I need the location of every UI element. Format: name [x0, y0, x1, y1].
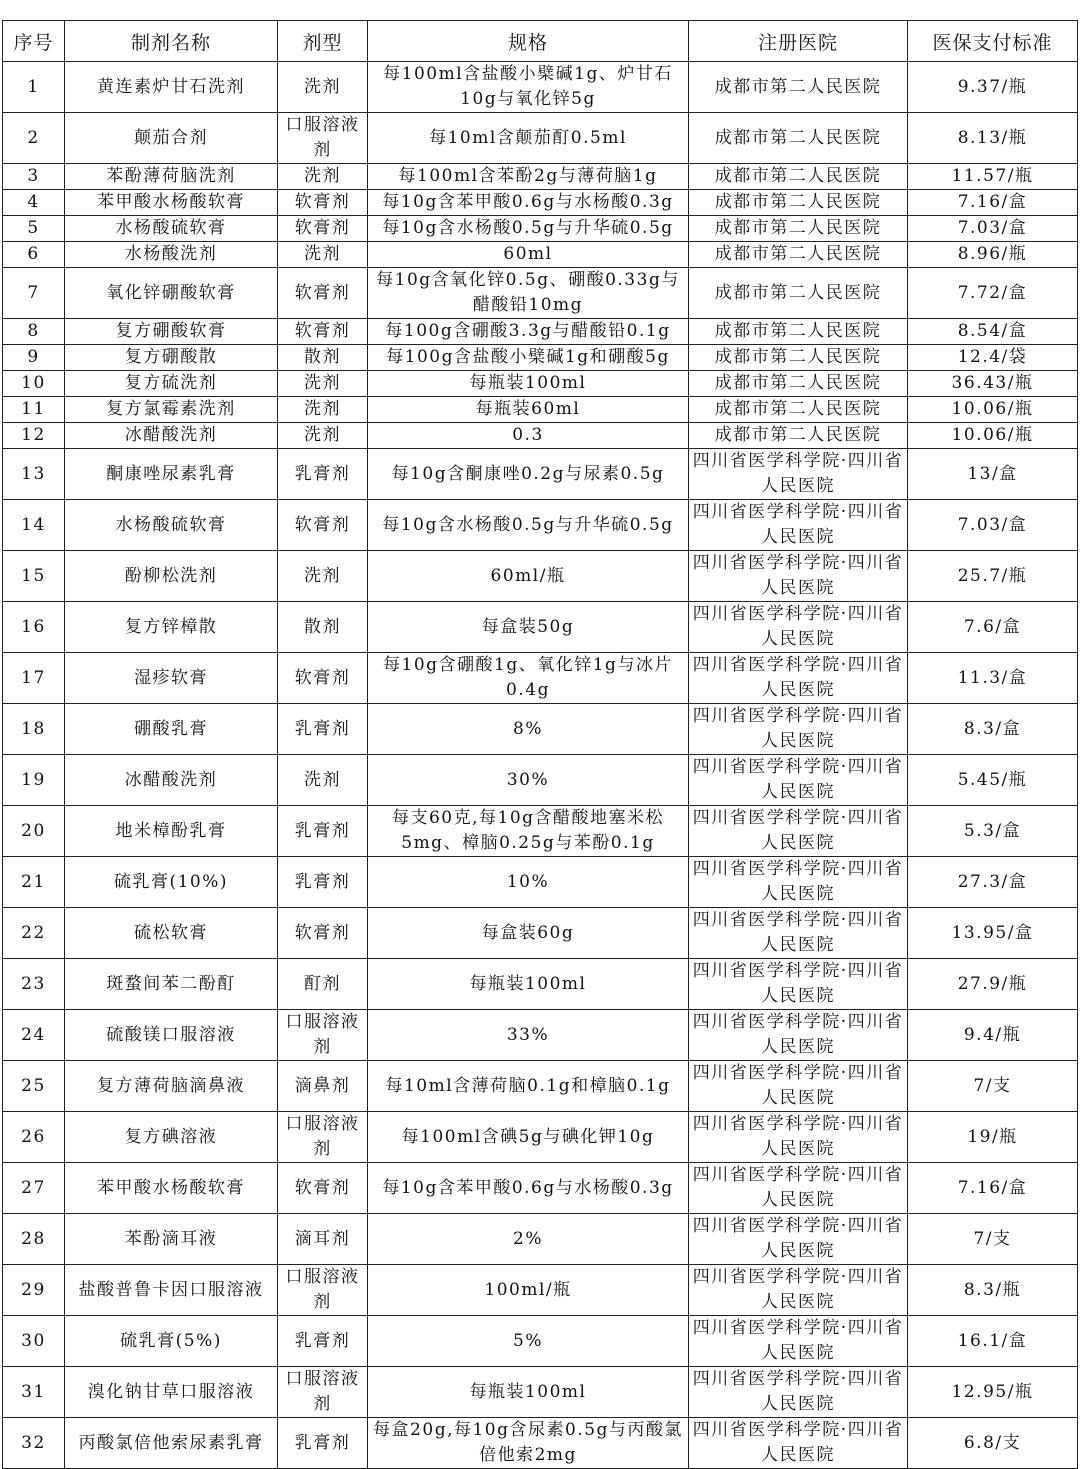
preparation-name: 冰醋酸洗剂: [65, 423, 278, 449]
row-no: 8: [3, 319, 65, 345]
insurance-price: 13/盒: [908, 449, 1078, 500]
specification: 100ml/瓶: [368, 1265, 689, 1316]
insurance-price: 8.3/瓶: [908, 1265, 1078, 1316]
table-row: [3, 242, 1078, 268]
dosage-form: 软膏剂: [278, 908, 368, 959]
specification: 每瓶装60ml: [368, 397, 689, 423]
header-price: 医保支付标准: [908, 21, 1078, 62]
row-no: 6: [3, 242, 65, 268]
row-no: 5: [3, 216, 65, 242]
registered-hospital: 四川省医学科学院·四川省人民医院: [689, 1163, 908, 1214]
row-no: 29: [3, 1265, 65, 1316]
specification: 8%: [368, 704, 689, 755]
insurance-price: 7.16/盒: [908, 190, 1078, 216]
table-row: [3, 755, 1078, 806]
insurance-price: 27.9/瓶: [908, 959, 1078, 1010]
registered-hospital: 四川省医学科学院·四川省人民医院: [689, 857, 908, 908]
row-no: 3: [3, 164, 65, 190]
preparation-name: 苯甲酸水杨酸软膏: [65, 190, 278, 216]
row-no: 28: [3, 1214, 65, 1265]
specification: 每10g含硼酸1g、氧化锌1g与冰片0.4g: [368, 653, 689, 704]
table-row: [3, 806, 1078, 857]
preparation-name: 氧化锌硼酸软膏: [65, 268, 278, 319]
table-row: [3, 653, 1078, 704]
specification: 30%: [368, 755, 689, 806]
dosage-form: 洗剂: [278, 371, 368, 397]
dosage-form: 软膏剂: [278, 1163, 368, 1214]
specification: 每10g含氧化锌0.5g、硼酸0.33g与醋酸铅10mg: [368, 268, 689, 319]
preparation-name: 硫乳膏(10%): [65, 857, 278, 908]
dosage-form: 洗剂: [278, 423, 368, 449]
header-no: 序号: [3, 21, 65, 62]
row-no: 7: [3, 268, 65, 319]
dosage-form: 软膏剂: [278, 500, 368, 551]
registered-hospital: 四川省医学科学院·四川省人民医院: [689, 1112, 908, 1163]
row-no: 26: [3, 1112, 65, 1163]
row-no: 12: [3, 423, 65, 449]
insurance-price: 8.3/盒: [908, 704, 1078, 755]
table-row: [3, 1163, 1078, 1214]
table-row: [3, 602, 1078, 653]
preparation-name: 黄连素炉甘石洗剂: [65, 62, 278, 113]
row-no: 14: [3, 500, 65, 551]
insurance-price: 16.1/盒: [908, 1316, 1078, 1367]
specification: 每瓶装100ml: [368, 959, 689, 1010]
table-row: [3, 449, 1078, 500]
registered-hospital: 四川省医学科学院·四川省人民医院: [689, 704, 908, 755]
specification: 每100g含硼酸3.3g与醋酸铅0.1g: [368, 319, 689, 345]
preparation-name: 湿疹软膏: [65, 653, 278, 704]
registered-hospital: 四川省医学科学院·四川省人民医院: [689, 653, 908, 704]
preparation-name: 水杨酸洗剂: [65, 242, 278, 268]
insurance-price: 11.3/盒: [908, 653, 1078, 704]
insurance-price: 7/支: [908, 1061, 1078, 1112]
row-no: 21: [3, 857, 65, 908]
table-row: [3, 268, 1078, 319]
preparation-name: 水杨酸硫软膏: [65, 500, 278, 551]
registered-hospital: 四川省医学科学院·四川省人民医院: [689, 1316, 908, 1367]
table-row: [3, 1316, 1078, 1367]
table-row: [3, 113, 1078, 164]
registered-hospital: 四川省医学科学院·四川省人民医院: [689, 551, 908, 602]
registered-hospital: 成都市第二人民医院: [689, 345, 908, 371]
preparation-name: 复方硼酸散: [65, 345, 278, 371]
dosage-form: 乳膏剂: [278, 1316, 368, 1367]
specification: 60ml: [368, 242, 689, 268]
insurance-price: 6.8/支: [908, 1418, 1078, 1469]
preparation-name: 硫酸镁口服溶液: [65, 1010, 278, 1061]
table-row: [3, 1367, 1078, 1418]
preparation-name: 酮康唑尿素乳膏: [65, 449, 278, 500]
table-row: [3, 857, 1078, 908]
registered-hospital: 成都市第二人民医院: [689, 423, 908, 449]
row-no: 27: [3, 1163, 65, 1214]
row-no: 17: [3, 653, 65, 704]
preparation-name: 复方氯霉素洗剂: [65, 397, 278, 423]
preparation-name: 盐酸普鲁卡因口服溶液: [65, 1265, 278, 1316]
specification: 每瓶装100ml: [368, 1367, 689, 1418]
row-no: 16: [3, 602, 65, 653]
dosage-form: 散剂: [278, 345, 368, 371]
insurance-price: 7.16/盒: [908, 1163, 1078, 1214]
table-row: [3, 1112, 1078, 1163]
preparation-name: 硫乳膏(5%): [65, 1316, 278, 1367]
specification: 每100ml含苯酚2g与薄荷脑1g: [368, 164, 689, 190]
specification: 每10g含水杨酸0.5g与升华硫0.5g: [368, 216, 689, 242]
dosage-form: 滴耳剂: [278, 1214, 368, 1265]
specification: 每盒装50g: [368, 602, 689, 653]
registered-hospital: 成都市第二人民医院: [689, 319, 908, 345]
specification: 每盒20g,每10g含尿素0.5g与丙酸氯倍他索2mg: [368, 1418, 689, 1469]
dosage-form: 洗剂: [278, 755, 368, 806]
insurance-price: 13.95/盒: [908, 908, 1078, 959]
header-hospital: 注册医院: [689, 21, 908, 62]
registered-hospital: 成都市第二人民医院: [689, 371, 908, 397]
specification: 每10g含酮康唑0.2g与尿素0.5g: [368, 449, 689, 500]
header-spec: 规格: [368, 21, 689, 62]
dosage-form: 口服溶液剂: [278, 113, 368, 164]
insurance-price: 12.4/袋: [908, 345, 1078, 371]
preparation-name: 复方碘溶液: [65, 1112, 278, 1163]
dosage-form: 口服溶液剂: [278, 1367, 368, 1418]
row-no: 2: [3, 113, 65, 164]
specification: 每10ml含颠茄酊0.5ml: [368, 113, 689, 164]
preparation-name: 硼酸乳膏: [65, 704, 278, 755]
preparation-name: 苯酚薄荷脑洗剂: [65, 164, 278, 190]
preparation-name: 冰醋酸洗剂: [65, 755, 278, 806]
preparation-name: 复方锌樟散: [65, 602, 278, 653]
table-row: [3, 959, 1078, 1010]
row-no: 9: [3, 345, 65, 371]
specification: 每100ml含盐酸小檗碱1g、炉甘石10g与氧化锌5g: [368, 62, 689, 113]
dosage-form: 散剂: [278, 602, 368, 653]
row-no: 24: [3, 1010, 65, 1061]
table-row: [3, 164, 1078, 190]
registered-hospital: 四川省医学科学院·四川省人民医院: [689, 1418, 908, 1469]
table-row: [3, 1214, 1078, 1265]
row-no: 4: [3, 190, 65, 216]
table-row: [3, 500, 1078, 551]
dosage-form: 洗剂: [278, 62, 368, 113]
preparation-name: 苯甲酸水杨酸软膏: [65, 1163, 278, 1214]
registered-hospital: 成都市第二人民医院: [689, 268, 908, 319]
registered-hospital: 成都市第二人民医院: [689, 190, 908, 216]
specification: 每盒装60g: [368, 908, 689, 959]
dosage-form: 口服溶液剂: [278, 1265, 368, 1316]
preparation-name: 复方硫洗剂: [65, 371, 278, 397]
row-no: 18: [3, 704, 65, 755]
row-no: 22: [3, 908, 65, 959]
dosage-form: 软膏剂: [278, 268, 368, 319]
specification: 每支60克,每10g含醋酸地塞米松5mg、樟脑0.25g与苯酚0.1g: [368, 806, 689, 857]
insurance-price: 7/支: [908, 1214, 1078, 1265]
registered-hospital: 成都市第二人民医院: [689, 216, 908, 242]
registered-hospital: 四川省医学科学院·四川省人民医院: [689, 500, 908, 551]
dosage-form: 洗剂: [278, 397, 368, 423]
registered-hospital: 四川省医学科学院·四川省人民医院: [689, 1367, 908, 1418]
header-form: 剂型: [278, 21, 368, 62]
insurance-price: 9.37/瓶: [908, 62, 1078, 113]
page-title: [0, 0, 1080, 6]
dosage-form: 乳膏剂: [278, 857, 368, 908]
preparation-name: 斑蝥间苯二酚酊: [65, 959, 278, 1010]
specification: 每10g含水杨酸0.5g与升华硫0.5g: [368, 500, 689, 551]
registered-hospital: 成都市第二人民医院: [689, 397, 908, 423]
registered-hospital: 四川省医学科学院·四川省人民医院: [689, 1010, 908, 1061]
registered-hospital: 成都市第二人民医院: [689, 242, 908, 268]
registered-hospital: 成都市第二人民医院: [689, 164, 908, 190]
insurance-price: 8.96/瓶: [908, 242, 1078, 268]
dosage-form: 口服溶液剂: [278, 1010, 368, 1061]
specification: 10%: [368, 857, 689, 908]
insurance-price: 5.3/盒: [908, 806, 1078, 857]
dosage-form: 乳膏剂: [278, 704, 368, 755]
table-row: [3, 1010, 1078, 1061]
preparation-name: 丙酸氯倍他索尿素乳膏: [65, 1418, 278, 1469]
specification: 每瓶装100ml: [368, 371, 689, 397]
insurance-price: 12.95/瓶: [908, 1367, 1078, 1418]
table-row: [3, 423, 1078, 449]
insurance-price: 10.06/瓶: [908, 423, 1078, 449]
table-row: [3, 371, 1078, 397]
preparation-name: 苯酚滴耳液: [65, 1214, 278, 1265]
specification: 2%: [368, 1214, 689, 1265]
registered-hospital: 四川省医学科学院·四川省人民医院: [689, 1214, 908, 1265]
header-name: 制剂名称: [65, 21, 278, 62]
row-no: 31: [3, 1367, 65, 1418]
preparation-name: 水杨酸硫软膏: [65, 216, 278, 242]
insurance-price: 9.4/瓶: [908, 1010, 1078, 1061]
preparations-table: [2, 20, 1078, 1469]
specification: 33%: [368, 1010, 689, 1061]
registered-hospital: 四川省医学科学院·四川省人民医院: [689, 602, 908, 653]
specification: 每10g含苯甲酸0.6g与水杨酸0.3g: [368, 1163, 689, 1214]
dosage-form: 酊剂: [278, 959, 368, 1010]
dosage-form: 软膏剂: [278, 190, 368, 216]
specification: 每10ml含薄荷脑0.1g和樟脑0.1g: [368, 1061, 689, 1112]
specification: 每100g含盐酸小檗碱1g和硼酸5g: [368, 345, 689, 371]
row-no: 30: [3, 1316, 65, 1367]
row-no: 23: [3, 959, 65, 1010]
insurance-price: 27.3/盒: [908, 857, 1078, 908]
table-row: [3, 345, 1078, 371]
insurance-price: 7.03/盒: [908, 500, 1078, 551]
registered-hospital: 成都市第二人民医院: [689, 62, 908, 113]
table-row: [3, 1418, 1078, 1469]
registered-hospital: 四川省医学科学院·四川省人民医院: [689, 908, 908, 959]
row-no: 20: [3, 806, 65, 857]
row-no: 13: [3, 449, 65, 500]
row-no: 19: [3, 755, 65, 806]
insurance-price: 19/瓶: [908, 1112, 1078, 1163]
table-row: [3, 62, 1078, 113]
registered-hospital: 成都市第二人民医院: [689, 113, 908, 164]
preparation-name: 复方硼酸软膏: [65, 319, 278, 345]
registered-hospital: 四川省医学科学院·四川省人民医院: [689, 755, 908, 806]
insurance-price: 7.6/盒: [908, 602, 1078, 653]
preparation-name: 复方薄荷脑滴鼻液: [65, 1061, 278, 1112]
dosage-form: 乳膏剂: [278, 806, 368, 857]
specification: 每10g含苯甲酸0.6g与水杨酸0.3g: [368, 190, 689, 216]
dosage-form: 软膏剂: [278, 319, 368, 345]
insurance-price: 36.43/瓶: [908, 371, 1078, 397]
dosage-form: 洗剂: [278, 242, 368, 268]
specification: 60ml/瓶: [368, 551, 689, 602]
dosage-form: 乳膏剂: [278, 1418, 368, 1469]
preparation-name: 酚柳松洗剂: [65, 551, 278, 602]
dosage-form: 洗剂: [278, 164, 368, 190]
dosage-form: 乳膏剂: [278, 449, 368, 500]
insurance-price: 5.45/瓶: [908, 755, 1078, 806]
dosage-form: 洗剂: [278, 551, 368, 602]
table-row: [3, 319, 1078, 345]
table-row: [3, 1265, 1078, 1316]
dosage-form: 软膏剂: [278, 653, 368, 704]
table-row: [3, 190, 1078, 216]
row-no: 10: [3, 371, 65, 397]
insurance-price: 7.72/盒: [908, 268, 1078, 319]
insurance-price: 11.57/瓶: [908, 164, 1078, 190]
insurance-price: 25.7/瓶: [908, 551, 1078, 602]
registered-hospital: 四川省医学科学院·四川省人民医院: [689, 1265, 908, 1316]
row-no: 25: [3, 1061, 65, 1112]
specification: 5%: [368, 1316, 689, 1367]
insurance-price: 10.06/瓶: [908, 397, 1078, 423]
table-header-row: [3, 21, 1078, 62]
row-no: 32: [3, 1418, 65, 1469]
table-row: [3, 397, 1078, 423]
row-no: 15: [3, 551, 65, 602]
registered-hospital: 四川省医学科学院·四川省人民医院: [689, 959, 908, 1010]
table-row: [3, 216, 1078, 242]
row-no: 1: [3, 62, 65, 113]
preparation-name: 颠茄合剂: [65, 113, 278, 164]
insurance-price: 8.54/盒: [908, 319, 1078, 345]
preparation-name: 地米樟酚乳膏: [65, 806, 278, 857]
insurance-price: 8.13/瓶: [908, 113, 1078, 164]
preparation-name: 硫松软膏: [65, 908, 278, 959]
registered-hospital: 四川省医学科学院·四川省人民医院: [689, 449, 908, 500]
table-row: [3, 908, 1078, 959]
table-row: [3, 551, 1078, 602]
specification: 0.3: [368, 423, 689, 449]
dosage-form: 滴鼻剂: [278, 1061, 368, 1112]
row-no: 11: [3, 397, 65, 423]
registered-hospital: 四川省医学科学院·四川省人民医院: [689, 1061, 908, 1112]
preparation-name: 溴化钠甘草口服溶液: [65, 1367, 278, 1418]
dosage-form: 软膏剂: [278, 216, 368, 242]
registered-hospital: 四川省医学科学院·四川省人民医院: [689, 806, 908, 857]
dosage-form: 口服溶液剂: [278, 1112, 368, 1163]
table-row: [3, 704, 1078, 755]
specification: 每100ml含碘5g与碘化钾10g: [368, 1112, 689, 1163]
table-row: [3, 1061, 1078, 1112]
insurance-price: 7.03/盒: [908, 216, 1078, 242]
